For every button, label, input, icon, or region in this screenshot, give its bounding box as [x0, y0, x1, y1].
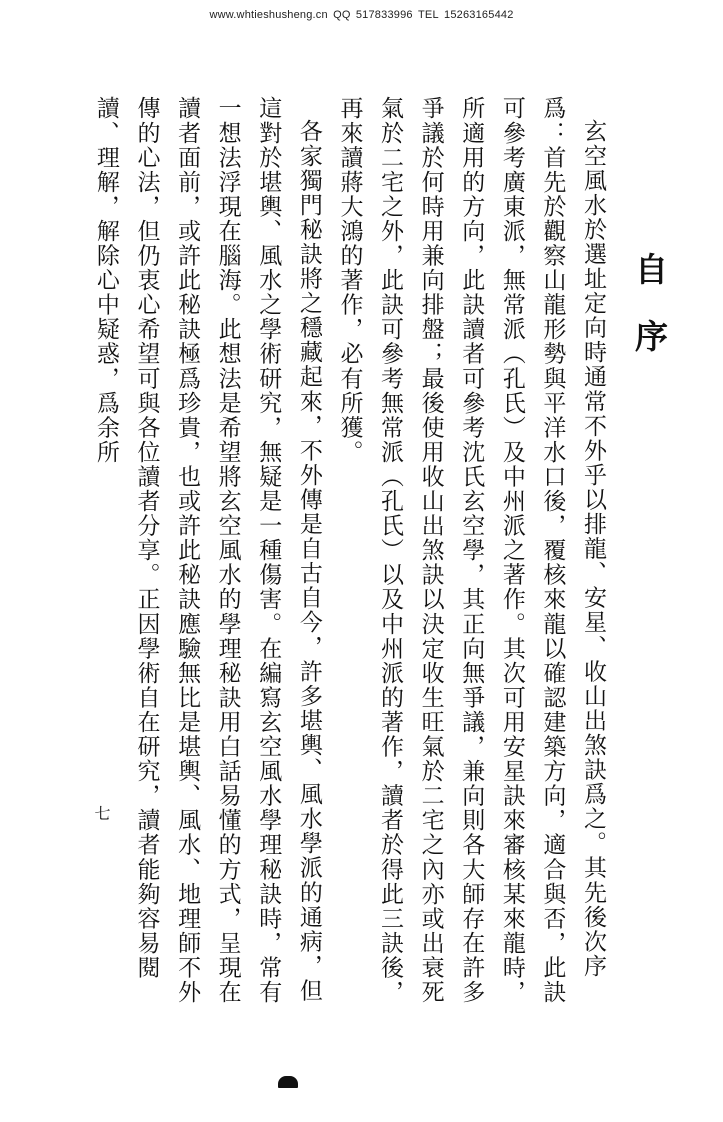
preface-body	[92, 96, 613, 1021]
qq-number: 517833996	[355, 9, 413, 21]
page-title: 自序	[630, 252, 669, 386]
qq-label: QQ	[333, 9, 351, 21]
paragraph-2: 各家獨門秘訣將之穩藏起來，不外傳是自古自今，許多堪輿、風水學派的通病，但這對於堪輿、風水之學術研究，無疑是一種傷害。在編寫玄空風水學理秘訣時，常有一想法浮現在腦海。此想法是希望將玄空風水的學理秘訣用白話易懂的方式，呈現在讀者面前，或許此秘訣極爲珍貴，也或許此秘訣應驗無比是堪輿、風水、地理師不外傳的心法，但仍衷心希望可與各位讀者分享。正因學術自在研究，讀者能夠容易閱讀、理解，解除心中疑惑，爲余所	[92, 96, 322, 1005]
page-header	[0, 9, 723, 21]
page-number: 七	[92, 805, 111, 821]
website-url: www.whtieshusheng.cn	[209, 9, 328, 21]
tel-label: TEL	[417, 9, 439, 21]
ink-mark	[278, 1076, 298, 1088]
tel-number: 15263165442	[444, 9, 514, 21]
paragraph-1: 玄空風水於選址定向時通常不外乎以排龍、安星、收山出煞訣爲之。其先後次序爲：首先於觀察山龍形勢與平洋水口後，覆核來龍以確認建築方向，適合與否，此訣可參考廣東派，無常派（孔氏）及中州派之著作。其次可用安星訣來審核某來龍時，所適用的方向，此訣讀者可參考沈氏玄空學，其正向無爭議，兼向則各大師存在許多爭議於何時用兼向排盤；最後使用收山出煞訣以決定收生旺氣於二宅之內亦或出衰死氣於二宅之外，此訣可參考無常派（孔氏）以及中州派的著作，讀者於得此三訣後，再來讀蔣大鴻的著作，必有所獲。	[336, 96, 606, 1005]
